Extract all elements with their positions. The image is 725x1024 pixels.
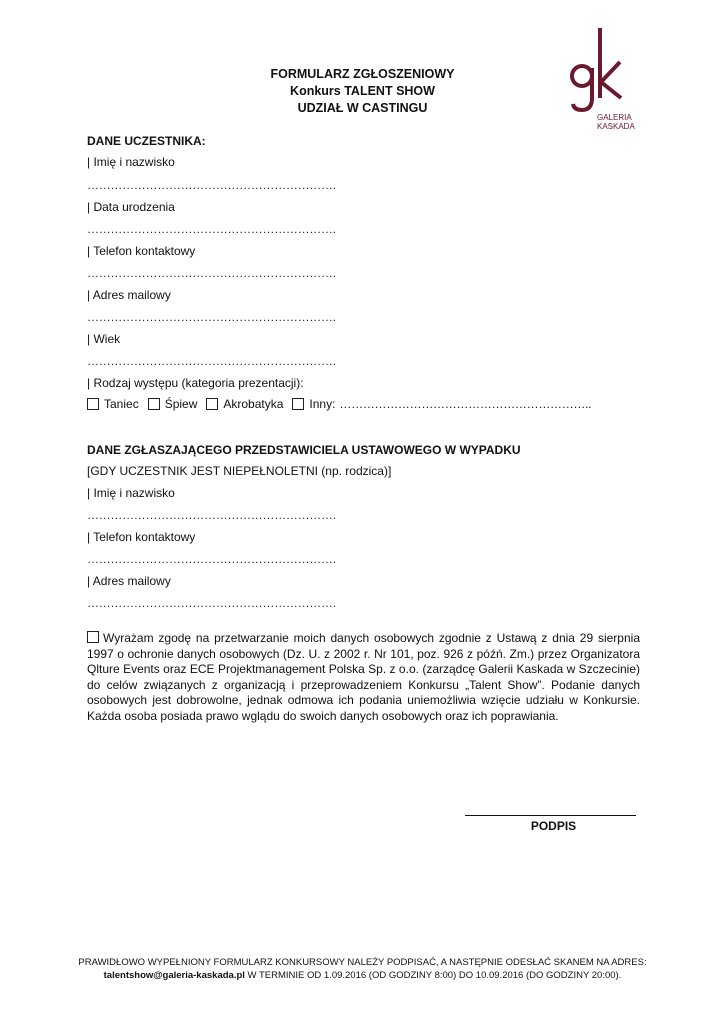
guardian-name-field[interactable]: ………………………………………………………. xyxy=(87,508,336,522)
title-line-3: UDZIAŁ W CASTINGU xyxy=(297,101,428,115)
galeria-kaskada-logo xyxy=(566,26,646,136)
logo-text-line1: GALERIA xyxy=(597,113,632,122)
singing-checkbox[interactable] xyxy=(148,398,160,410)
acrobatics-checkbox[interactable] xyxy=(206,398,218,410)
option-acrobatics[interactable] xyxy=(206,397,283,411)
other-field[interactable]: ……………………………………………………….. xyxy=(339,397,592,411)
option-singing[interactable] xyxy=(148,397,198,411)
participant-birthdate-field[interactable]: ………………………………………………………. xyxy=(87,222,336,236)
footer-email-link[interactable]: talentshow@galeria-kaskada.pl xyxy=(103,969,245,981)
title-line-2: Konkurs TALENT SHOW xyxy=(290,84,435,98)
guardian-email-label: | Adres mailowy xyxy=(87,574,171,588)
participant-phone-label: | Telefon kontaktowy xyxy=(87,244,196,258)
option-dance[interactable] xyxy=(87,397,139,411)
signature-label: PODPIS xyxy=(530,819,577,833)
performance-category-options xyxy=(87,397,591,411)
participant-email-field[interactable]: ………………………………………………………. xyxy=(87,310,336,324)
other-label: Inny: xyxy=(309,397,336,411)
consent-text: Wyrażam zgodę na przetwarzanie moich danych osobowych zgodnie z Ustawą z dnia 29 sierpnia 1997 o ochronie danych osobowych (Dz. U. z 2002 r. Nr 101, poz. 926 z późń. Zm.) przez Organizatora Qlture Events oraz ECE Projektmanagement Polska Sp. z o.o. (zarządcę Galerii Kaskada w Szczecinie) do celów związanych z organizacją i przeprowadzeniem Konkursu „Talent Show”. Podanie danych osobowych jest dobrowolne, jednak odmowa ich podania uniemożliwia wzięcie udziału w Konkursie. Każda osoba posiada prawo wglądu do swoich danych osobowych oraz ich poprawiania. xyxy=(87,631,640,723)
participant-birthdate-label: | Data urodzenia xyxy=(87,200,175,214)
participant-name-field[interactable]: ………………………………………………………. xyxy=(87,178,336,192)
footer-line-1: PRAWIDŁOWO WYPEŁNIONY FORMULARZ KONKURSOWY NALEŻY PODPISAĆ, A NASTĘPNIE ODESŁAĆ SKANEM NA ADRES: xyxy=(78,957,647,968)
participant-age-field[interactable]: ………………………………………………………. xyxy=(87,354,336,368)
participant-name-label: | Imię i nazwisko xyxy=(87,155,175,169)
other-checkbox[interactable] xyxy=(292,398,304,410)
footer-deadline-text: W TERMINIE OD 1.09.2016 (OD GODZINY 8:00) DO 10.09.2016 (DO GODZINY 20:00). xyxy=(244,969,622,981)
title-line-1: FORMULARZ ZGŁOSZENIOWY xyxy=(270,67,455,81)
participant-heading: DANE UCZESTNIKA: xyxy=(87,134,206,148)
dance-label: Taniec xyxy=(104,397,139,411)
participant-age-label: | Wiek xyxy=(87,332,121,346)
dance-checkbox[interactable] xyxy=(87,398,99,410)
consent-block xyxy=(87,631,640,724)
singing-label: Śpiew xyxy=(164,397,198,411)
logo-text-line2: KASKADA xyxy=(597,122,635,131)
consent-checkbox[interactable] xyxy=(87,631,99,643)
guardian-phone-field[interactable]: ………………………………………………………. xyxy=(87,552,336,566)
guardian-email-field[interactable]: ………………………………………………………. xyxy=(87,596,336,610)
signature-line[interactable] xyxy=(465,815,636,816)
footer-line-2 xyxy=(60,970,665,983)
guardian-name-label: | Imię i nazwisko xyxy=(87,486,175,500)
participant-phone-field[interactable]: ………………………………………………………. xyxy=(87,266,336,280)
footer-note xyxy=(60,957,665,982)
guardian-heading: DANE ZGŁASZAJĄCEGO PRZEDSTAWICIELA USTAWOWEGO W WYPADKU xyxy=(87,443,521,457)
guardian-subheading: [GDY UCZESTNIK JEST NIEPEŁNOLETNI (np. rodzica)] xyxy=(87,464,392,478)
option-other[interactable] xyxy=(292,397,335,411)
guardian-phone-label: | Telefon kontaktowy xyxy=(87,530,196,544)
acrobatics-label: Akrobatyka xyxy=(223,397,284,411)
performance-category-label: | Rodzaj występu (kategoria prezentacji): xyxy=(87,376,304,390)
participant-email-label: | Adres mailowy xyxy=(87,288,171,302)
